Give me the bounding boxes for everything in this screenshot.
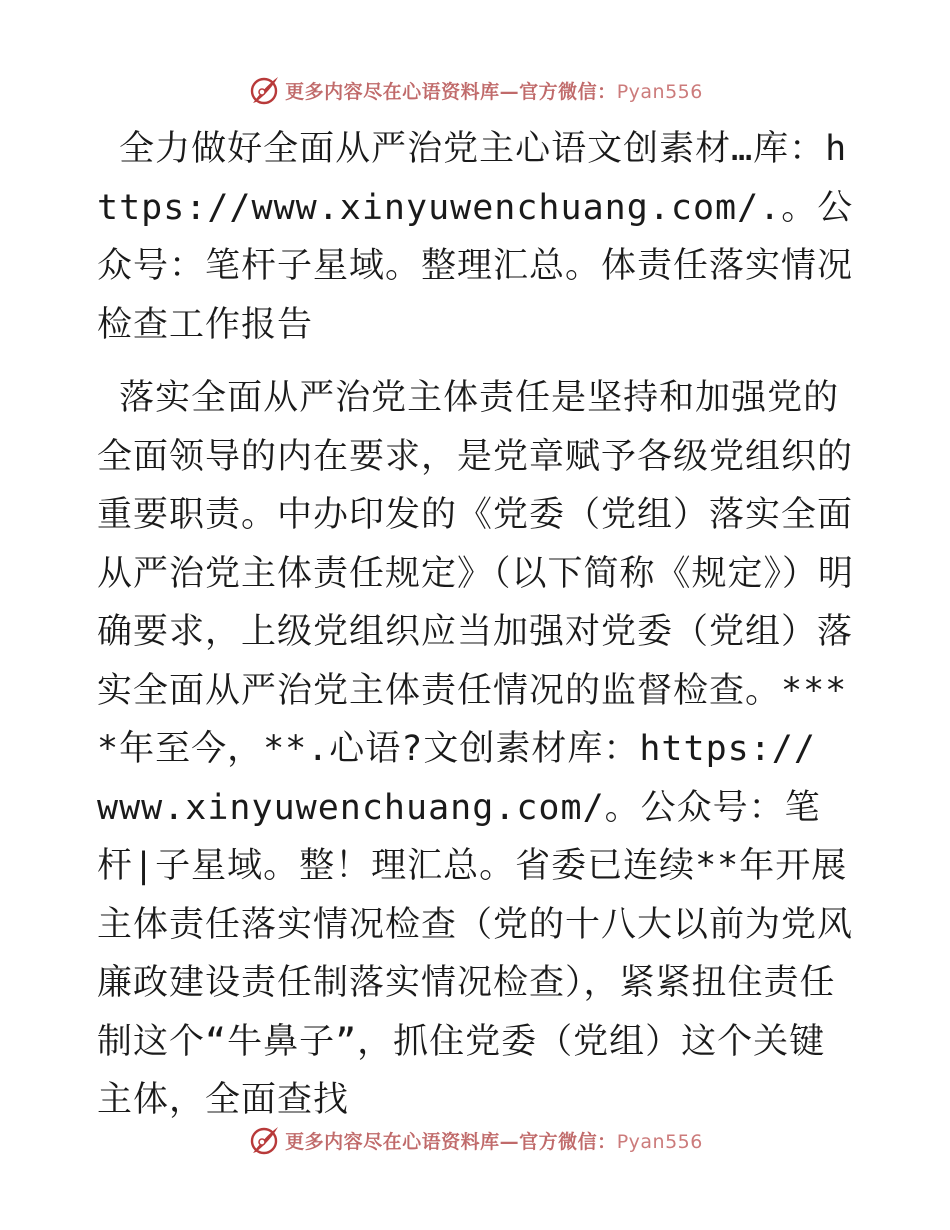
- document-body: [97, 120, 857, 1130]
- document-paragraph-title: 全力做好全面从严治党主心语文创素材…库：https://www.xinyuwenchuang.com/.。公众号：笔杆子星域。整理汇总。体责任落实情况检查工作报告: [97, 129, 854, 345]
- document-paragraph-body: 落实全面从严治党主体责任是坚持和加强党的全面领导的内在要求，是党章赋予各级党组织的重要职责。中办印发的《党委（党组）落实全面从严治党主体责任规定》（以下简称《规定》）明确要求，上级党组织应当加强对党委（党组）落实全面从严治党主体责任情况的监督检查。****年至今，**.心语?文创素材库：https:// www.xinyuwenchuang.com/。公众号：笔杆|子星域。整！理汇总。省委已连续**年开展主体责任落实情况检查（党的十八大以前为党风廉政建设责任制落实情况检查），紧紧扭住责任制这个“牛鼻子”，抓住党委（党组）这个关键主体，全面查找: [97, 378, 855, 1120]
- footer-wechat-id: Pyan556: [616, 1130, 703, 1153]
- header-dash: —: [499, 80, 520, 103]
- footer-site-name: 更多内容尽在心语资料库: [285, 1130, 500, 1153]
- header-banner: [0, 70, 950, 110]
- footer-banner: [0, 1120, 950, 1160]
- header-site-name: 更多内容尽在心语资料库: [285, 80, 500, 103]
- quill-pen-logo-icon: [247, 1123, 281, 1157]
- quill-pen-logo-icon: [247, 73, 281, 107]
- footer-official-label: 官方微信：: [519, 1130, 617, 1153]
- footer-dash: —: [499, 1130, 520, 1153]
- header-banner-text: [285, 77, 703, 104]
- header-official-label: 官方微信：: [519, 80, 617, 103]
- footer-banner-text: [285, 1127, 703, 1154]
- header-wechat-id: Pyan556: [616, 80, 703, 103]
